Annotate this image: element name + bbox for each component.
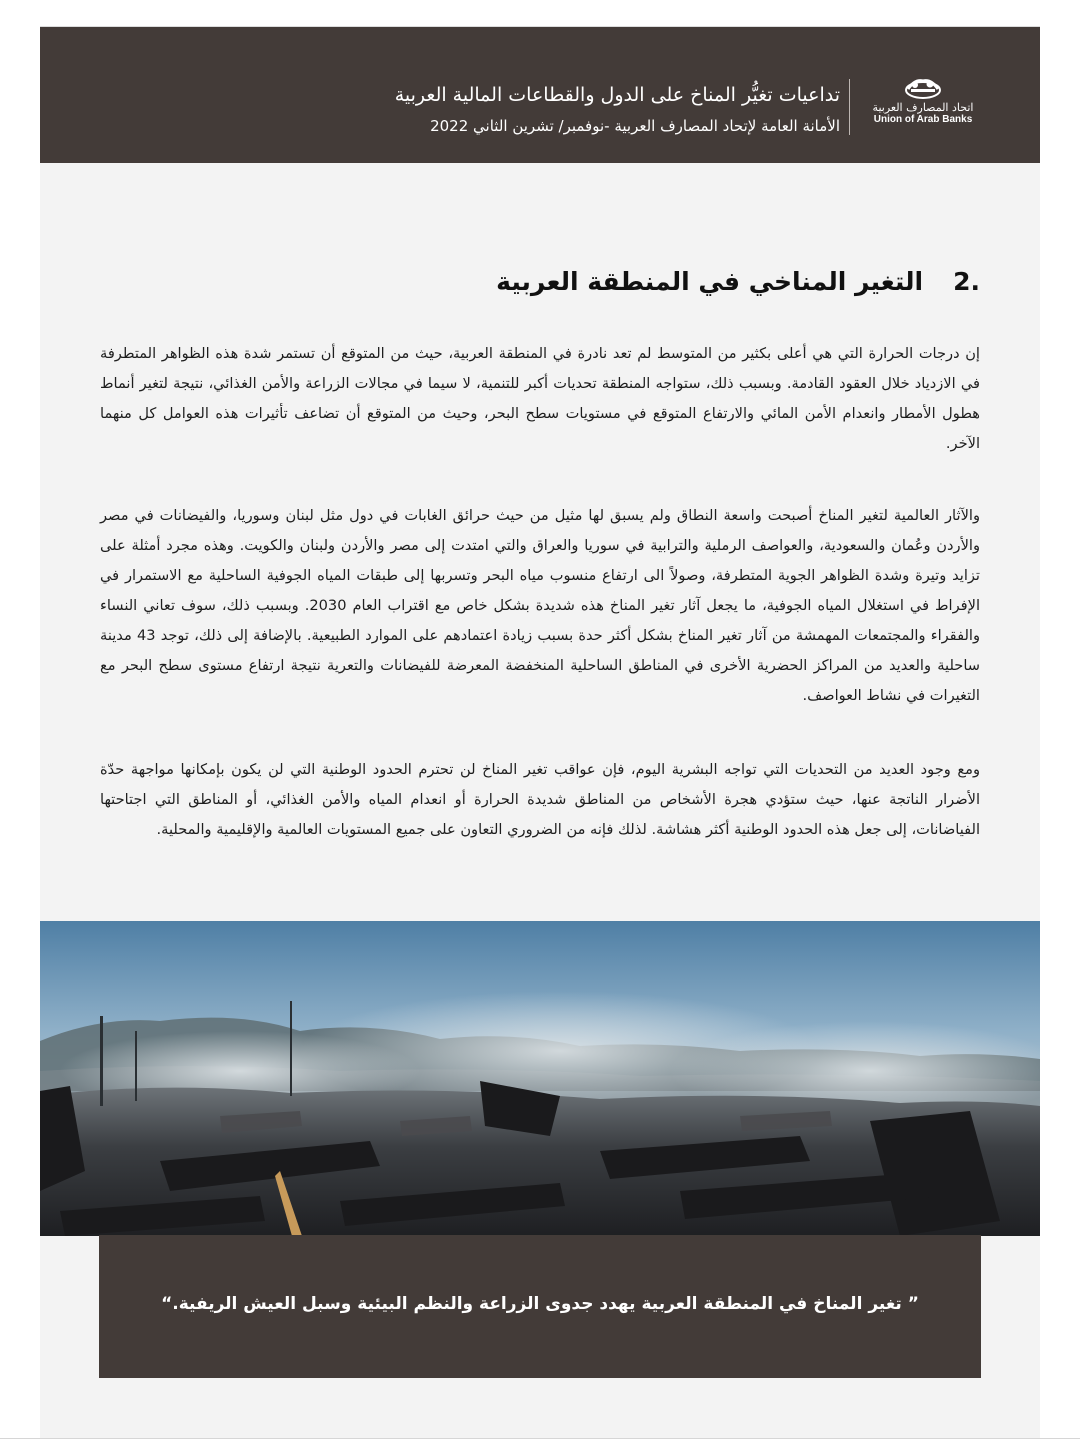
- union-of-arab-banks-logo: [868, 77, 978, 137]
- paragraph-2: والآثار العالمية لتغير المناخ أصبحت واسعة النطاق ولم يسبق لها مثيل من حيث حرائق الغابات في دول مثل لبنان وسوريا، والفيضانات في مصر والأردن وعُمان والسعودية، والعواصف الرملية والترابية في سوريا والعراق والتي امتدت إلى مصر والأردن ولبنان والكويت. وهذه مجرد أمثلة على تزايد وتيرة وشدة الظواهر الجوية المتطرفة، وصولاً الى ارتفاع منسوب مياه البحر وتسربها إلى طبقات المياه الجوفية الساحلية مع الاستمرار في الإفراط في استغلال المياه الجوفية، ما يجعل آثار تغير المناخ هذه شديدة بشكل خاص مع اقتراب العام 2030. وبسبب ذلك، سوف تعاني النساء والفقراء والمجتمعات المهمشة من آثار تغير المناخ بشكل أكثر حدة بسبب زيادة اعتمادهم على الموارد الطبيعية. بالإضافة إلى ذلك، توجد 43 مدينة ساحلية والعديد من المراكز الحضرية الأخرى في المناطق الساحلية المنخفضة المعرضة للفيضانات والتعرية نتيجة ارتفاع مستوى سطح البحر مع التغيرات في نشاط العواصف.: [100, 507, 980, 704]
- report-title: تداعيات تغيُّر المناخ على الدول والقطاعات المالية العربية: [394, 84, 840, 106]
- section-heading: [280, 267, 980, 296]
- burned-forest-photo: [40, 921, 1040, 1236]
- header-divider: [849, 79, 850, 135]
- document-page: [40, 26, 1040, 1439]
- next-page-edge: [0, 1438, 1080, 1453]
- page-header: [40, 27, 1040, 163]
- paragraph-3: ومع وجود العديد من التحديات التي تواجه البشرية اليوم، فإن عواقب تغير المناخ لن تحترم الحدود الوطنية التي لن يكون بإمكانها مواجهة حدّة الأضرار الناتجة عنها، حيث ستؤدي هجرة الأشخاص من المناطق شديدة الحرارة أو انعدام المياه والأمن الغذائي، أو المناطق التي اجتاحتها الفياضانات، إلى جعل هذه الحدود الوطنية أكثر هشاشة. لذلك فإنه من الضروري التعاون على جميع المستويات العالمية والإقليمية والمحلية.: [100, 761, 980, 838]
- section-number: 2.: [953, 267, 980, 296]
- paragraph-1: إن درجات الحرارة التي هي أعلى بكثير من المتوسط لم تعد نادرة في المنطقة العربية، حيث من المتوقع أن تستمر شدة هذه الظواهر المتطرفة في الازدياد خلال العقود القادمة. وبسبب ذلك، ستواجه المنطقة تحديات أكبر للتنمية، لا سيما في مجالات الزراعة والأمن الغذائي، نتيجة لتغير أنماط هطول الأمطار وانعدام الأمن المائي والارتفاع المتوقع في مستويات سطح البحر، وحيث من المتوقع أن تضاعف تأثيرات هذه العوامل كل منهما الآخر.: [100, 345, 980, 452]
- section-title: التغير المناخي في المنطقة العربية: [496, 267, 924, 296]
- report-subtitle: الأمانة العامة لإتحاد المصارف العربية -نوفمبر/ تشرين الثاني 2022: [430, 117, 840, 135]
- pull-quote-text: ” تغير المناخ في المنطقة العربية يهدد جدوى الزراعة والنظم البيئية وسبل العيش الريفية.“: [161, 1294, 919, 1314]
- logo-text-ar: اتحاد المصارف العربية: [872, 101, 974, 114]
- pull-quote-box: [99, 1235, 981, 1378]
- logo-globe-icon: [903, 77, 943, 99]
- logo-text-en: Union of Arab Banks: [873, 114, 973, 125]
